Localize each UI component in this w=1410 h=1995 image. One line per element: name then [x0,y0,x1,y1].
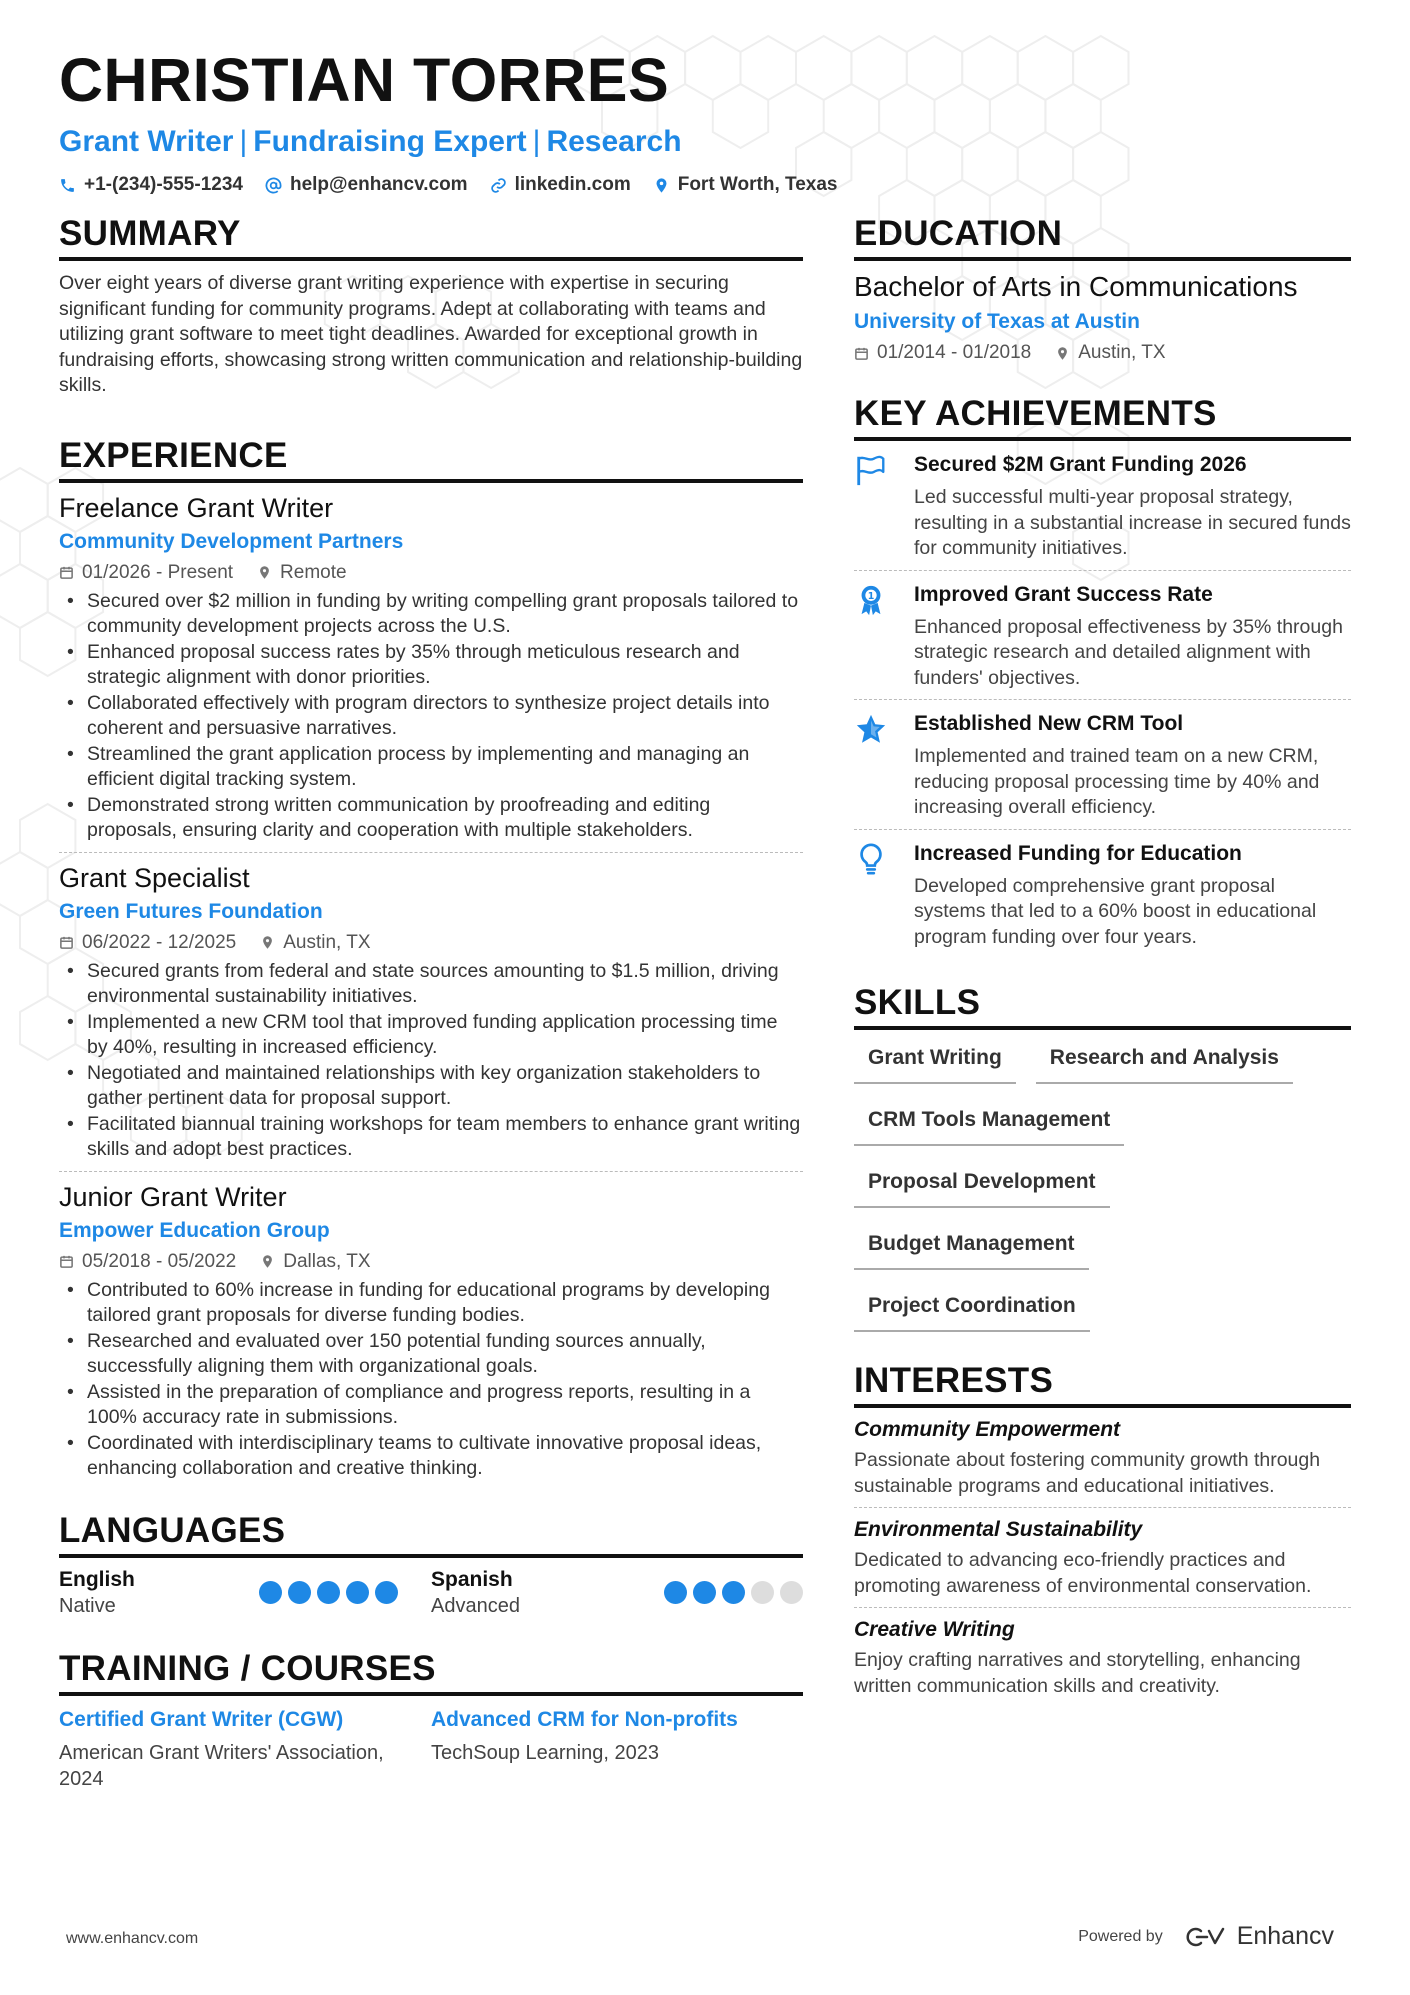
job-location-text: Dallas, TX [283,1250,371,1272]
language-level: Advanced [431,1594,520,1617]
job-company: Green Futures Foundation [59,899,323,923]
education-location [1055,341,1165,365]
job-entry [59,1172,803,1490]
phone-icon [59,177,76,194]
experience-section [59,435,803,1490]
achievement-title: Increased Funding for Education [914,841,1242,865]
rating-dot-filled [288,1581,311,1604]
course-description: TechSoup Learning, 2023 [431,1741,659,1764]
interest-description: Passionate about fostering community growth through sustainable programs and educational initiatives. [854,1449,1321,1497]
email-address: help@enhancv.com [289,174,468,195]
bullet-item: • Demonstrated strong written communication by proofreading and editing proposals, ensuring clarity and cooperation with multiple stakeholders. [59,793,803,844]
interest-item [854,1608,1351,1707]
rating-dot-filled [722,1581,745,1604]
bullet-item: • Coordinated with interdisciplinary teams to cultivate innovative proposal ideas, enhancing collaboration and creative thinking. [59,1431,803,1482]
skill-tag: Project Coordination [854,1288,1090,1332]
job-role: Junior Grant Writer [59,1181,287,1212]
interest-description: Enjoy crafting narratives and storytelling, enhancing written communication skills and creativity. [854,1649,1301,1697]
award-ribbon-icon [854,583,888,617]
achievements-section [854,393,1351,958]
left-column [59,213,803,1792]
course-item [431,1706,803,1792]
svg-text:1: 1 [867,590,875,602]
job-location [260,1250,370,1274]
map-pin-icon [1055,346,1070,361]
interest-item [854,1408,1351,1508]
title-part: Research [546,125,682,158]
language-name: Spanish [431,1567,513,1591]
interest-title: Environmental Sustainability [854,1518,1143,1541]
job-role: Freelance Grant Writer [59,492,334,523]
interest-item [854,1508,1351,1608]
achievement-title: Improved Grant Success Rate [914,582,1213,606]
calendar-icon [59,935,74,950]
candidate-title [59,124,1359,160]
hexagon-shape [0,852,48,916]
calendar-icon [854,346,869,361]
job-location-text: Austin, TX [283,931,371,953]
job-dates-text: 05/2018 - 05/2022 [82,1250,237,1272]
bullet-item: • Contributed to 60% increase in funding for educational programs by developing tailored grant proposals for diverse funding bodies. [59,1278,803,1329]
link-icon [490,177,507,194]
job-dates [59,561,233,585]
languages-section [59,1510,803,1620]
language-item [431,1566,803,1620]
title-part: Grant Writer [59,125,234,158]
experience-heading: EXPERIENCE [59,435,803,483]
education-school: University of Texas at Austin [854,310,1140,333]
powered-by-label: Powered by [1078,1927,1163,1945]
contact-phone[interactable] [59,174,243,196]
language-name: English [59,1567,135,1591]
candidate-name: CHRISTIAN TORRES [59,46,670,114]
brand-logo[interactable] [1183,1922,1334,1951]
calendar-icon [59,1254,74,1269]
job-bullets [59,589,803,844]
star-icon [854,712,888,746]
rating-dot-filled [375,1581,398,1604]
footer-website[interactable]: www.enhancv.com [66,1930,199,1947]
calendar-icon [59,565,74,580]
skill-tag: Budget Management [854,1226,1089,1270]
job-company: Community Development Partners [59,529,404,553]
at-sign-icon [265,177,282,194]
job-company: Empower Education Group [59,1218,330,1242]
language-rating [664,1581,803,1604]
interest-title: Creative Writing [854,1618,1015,1641]
job-meta [59,561,803,585]
resume-header [59,44,1359,196]
achievement-item [854,700,1351,830]
achievement-description: Implemented and trained team on a new CRM, reducing proposal processing time by 40% and increasing overall efficiency. [914,745,1320,818]
title-separator: | [532,125,541,158]
course-title: Certified Grant Writer (CGW) [59,1707,344,1731]
skills-section [854,982,1351,1350]
bullet-item: • Facilitated biannual training workshops for team members to enhance grant writing skills and adopt best practices. [59,1112,803,1163]
education-degree: Bachelor of Arts in Communications [854,271,1298,302]
map-pin-icon [653,177,670,194]
job-meta [59,931,803,955]
map-pin-icon [257,565,272,580]
contact-location [653,174,838,196]
skill-tag: Proposal Development [854,1164,1110,1208]
footer-branding [1078,1922,1334,1951]
lightbulb-icon [854,842,888,876]
flag-icon [854,453,888,487]
achievement-item [854,571,1351,701]
job-dates [59,1250,236,1274]
job-bullets [59,959,803,1163]
interests-section [854,1360,1351,1707]
contact-email[interactable] [265,174,468,196]
enhancv-logo-icon [1183,1925,1227,1949]
skill-tag: Grant Writing [854,1040,1016,1084]
rating-dot-filled [693,1581,716,1604]
education-heading: EDUCATION [854,213,1351,261]
brand-name: Enhancv [1236,1922,1334,1950]
bullet-item: • Secured over $2 million in funding by writing compelling grant proposals tailored to community development projects across the U.S. [59,589,803,640]
phone-number: +1-(234)-555-1234 [84,174,243,195]
achievement-description: Enhanced proposal effectiveness by 35% through strategic research and detailed alignment with funders' objectives. [914,615,1343,689]
achievement-item [854,830,1351,959]
title-separator: | [239,125,248,158]
achievement-description: Led successful multi-year proposal strategy, resulting in a substantial increase in secured funds for community initiatives. [914,486,1351,559]
contact-info [59,174,1359,196]
job-dates-text: 06/2022 - 12/2025 [82,931,237,953]
bullet-item: • Enhanced proposal success rates by 35% through meticulous research and strategic alignment with donor priorities. [59,640,803,691]
hexagon-shape [0,564,48,628]
rating-dot-filled [259,1581,282,1604]
languages-list [59,1566,803,1620]
map-pin-icon [260,1254,275,1269]
interest-description: Dedicated to advancing eco-friendly practices and promoting awareness of environmental conservation. [854,1549,1312,1597]
language-level: Native [59,1594,116,1617]
job-location-text: Remote [280,561,347,583]
location-text: Fort Worth, Texas [677,174,838,195]
rating-dot-filled [346,1581,369,1604]
bullet-item: • Secured grants from federal and state sources amounting to $1.5 million, driving environmental sustainability initiatives. [59,959,803,1010]
bullet-item: • Researched and evaluated over 150 potential funding sources annually, successfully aligning them with organizational goals. [59,1329,803,1380]
skill-tag: CRM Tools Management [854,1102,1124,1146]
achievement-title: Established New CRM Tool [914,712,1184,735]
achievement-description: Developed comprehensive grant proposal systems that led to a 60% boost in educational program funding over four years. [914,874,1317,948]
bullet-item: • Streamlined the grant application process by implementing and managing an efficient digital tracking system. [59,742,803,793]
bullet-item: • Collaborated effectively with program directors to synthesize project details into coherent and persuasive narratives. [59,691,803,742]
hexagon-shape [0,468,48,532]
interest-title: Community Empowerment [854,1418,1121,1441]
bullet-item: • Assisted in the preparation of compliance and progress reports, resulting in a 100% accuracy rate in submissions. [59,1380,803,1431]
job-entry [59,853,803,1172]
job-entry [59,483,803,853]
courses-list [59,1706,803,1792]
education-dates-text: 01/2014 - 01/2018 [877,342,1032,363]
education-location-text: Austin, TX [1078,342,1166,363]
skills-heading: SKILLS [854,982,1351,1030]
skill-tag: Research and Analysis [1036,1040,1293,1084]
job-bullets [59,1278,803,1482]
course-description: American Grant Writers' Association, 2024 [59,1741,384,1790]
contact-linkedin[interactable] [490,174,631,196]
course-title: Advanced CRM for Non-profits [431,1707,738,1731]
training-heading: TRAINING / COURSES [59,1648,803,1696]
achievements-heading: KEY ACHIEVEMENTS [854,393,1351,441]
job-meta [59,1250,803,1274]
language-item [59,1566,431,1620]
job-role: Grant Specialist [59,862,250,893]
language-rating [259,1581,398,1604]
summary-section [59,213,803,399]
title-part: Fundraising Expert [253,125,527,158]
skills-list [854,1040,1351,1350]
languages-heading: LANGUAGES [59,1510,803,1558]
achievement-title: Secured $2M Grant Funding 2026 [914,453,1247,476]
summary-text: Over eight years of diverse grant writing experience with expertise in securing significant funding for community programs. Adept at collaborating with teams and utilizing grant software to meet tight deadlines. Awarded for exceptional growth in fundraising efforts, showcasing strong written communication and relationship-building skills. [59,272,803,396]
job-location [257,561,347,585]
achievement-item [854,441,1351,571]
course-item [59,1706,431,1792]
education-meta [854,341,1351,365]
map-pin-icon [260,935,275,950]
training-section [59,1648,803,1792]
rating-dot-filled [664,1581,687,1604]
rating-dot-filled [317,1581,340,1604]
summary-heading: SUMMARY [59,213,803,261]
job-dates [59,931,236,955]
interests-heading: INTERESTS [854,1360,1351,1408]
rating-dot-empty [751,1581,774,1604]
job-location [260,931,370,955]
rating-dot-empty [780,1581,803,1604]
job-dates-text: 01/2026 - Present [82,561,234,583]
right-column [854,213,1351,1707]
education-dates [854,341,1031,365]
bullet-item: • Negotiated and maintained relationships with key organization stakeholders to gather pertinent data for proposal support. [59,1061,803,1112]
linkedin-url: linkedin.com [514,174,631,195]
education-section [854,213,1351,365]
bullet-item: • Implemented a new CRM tool that improved funding application processing time by 40%, resulting in increased efficiency. [59,1010,803,1061]
